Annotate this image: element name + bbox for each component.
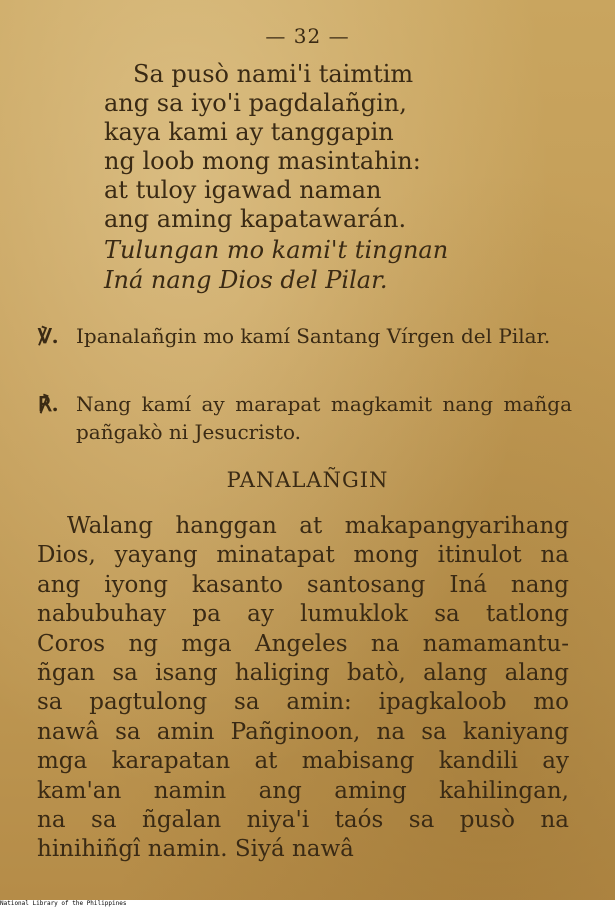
verse-line: ang sa iyo'i pagdalañgin,: [104, 89, 407, 117]
prayer-heading: PANALAÑGIN: [226, 468, 389, 492]
verse-line: kaya kami ay tanggapin: [104, 118, 394, 146]
page-number: — 32 —: [265, 24, 350, 48]
prayer-line: mga karapatan at mabisang kandili ay: [37, 748, 569, 775]
refrain-line: Tulungan mo kami't tingnan: [104, 236, 449, 264]
prayer-paragraph: [37, 512, 569, 865]
versicle: [38, 322, 572, 350]
verse-line: Sa pusò nami'i taimtim: [133, 60, 414, 88]
response-text: Nang kamí ay marapat magkamit nang mañga pañgakò ni Jesucristo.: [76, 392, 572, 444]
prayer-line: kam'an namin ang aming kahilingan,: [37, 777, 569, 804]
response-symbol: ℟.: [38, 392, 59, 416]
library-footer: National Library of the Philippines: [0, 900, 615, 908]
prayer-line: nawâ sa amin Pañginoon, na sa kaniyang: [37, 718, 569, 745]
prayer-line: Coros ng mga Angeles na namamantu-: [37, 630, 569, 657]
prayer-line: nabubuhay pa ay lumuklok sa tatlong: [37, 601, 569, 628]
prayer-line: hinihiñgî namin. Siyá nawâ: [37, 836, 354, 863]
prayer-line: ang iyong kasanto santosang Iná nang: [37, 571, 569, 598]
prayer-line: sa pagtulong sa amin: ipagkaloob mo: [37, 689, 569, 716]
versicle-text: Ipanalañgin mo kamí Santang Vírgen del Pilar.: [76, 324, 551, 348]
prayer-line: ñgan sa isang haliging batò, alang alang: [37, 660, 569, 687]
prayer-line: na sa ñgalan niya'i taós sa pusò na: [37, 807, 569, 834]
prayer-line: Dios, yayang minatapat mong itinulot na: [37, 542, 569, 569]
versicle-symbol: ℣.: [38, 324, 59, 348]
verse-line: at tuloy igawad naman: [104, 176, 382, 204]
response: [38, 390, 572, 446]
refrain-line: Iná nang Dios del Pilar.: [104, 266, 388, 294]
verse-line: ang aming kapatawarán.: [104, 205, 407, 233]
prayer-line: Walang hanggan at makapangyarihang: [67, 513, 569, 539]
verse-line: ng loob mong masintahin:: [104, 147, 421, 175]
